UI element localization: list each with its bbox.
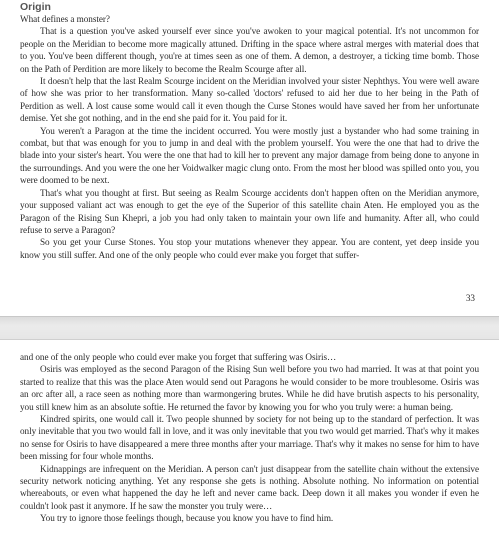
- bottom-page: [0, 340, 499, 551]
- paragraph: Osiris was employed as the second Paragon of the Rising Sun well before you two had married. It was at that point you started to realize that this was the place Aten would send out Paragons he would consider to be more troublesome. Osiris was an orc after all, a race seen as nothing more than warmongering brutes. While he did have brutish aspects to his personality, you still knew him as an absolute softie. He returned the favor by knowing you for who you truly were: a human being.: [20, 364, 479, 412]
- paragraph: and one of the only people who could ever make you forget that suffering was Osiris…: [20, 352, 337, 362]
- paragraph: So you get your Curse Stones. You stop your mutations whenever they appear. You are content, yet deep inside you know you still suffer. And one of the only people who could ever make you forget that suffer-: [20, 237, 479, 260]
- paragraph: That's what you thought at first. But seeing as Realm Scourge accidents don't happen often on the Meridian anymore, your supposed valiant act was enough to get the eye of the Superior of this satellite chain Aten. He employed you as the Paragon of the Rising Sun Khepri, a job you had only taken to maintain your own life and humanity. After all, who could refuse to serve a Paragon?: [20, 187, 479, 235]
- paragraph: That is a question you've asked yourself ever since you've awoken to your magical potential. It's not uncommon for people on the Meridian to become more magically attuned. Drifting in the space where astral merges with material does that to you. You've been different though, you're at times seen as one of them. A demon, a destroyer, a ticking time bomb. Those on the Path of Perdition are more likely to become the Realm Scourge after all.: [20, 26, 479, 74]
- paragraph: It doesn't help that the last Realm Scourge incident on the Meridian involved your sister Nephthys. You were well aware of how she was prior to her transformation. Many so-called 'doctors' refused to aid her due to her being in the Path of Perdition as well. A lost cause some would call it even though the Curse Stones would have saved her from her unfortunate demise. Yet she got nothing, and in the end she paid for it. You paid for it.: [20, 76, 479, 124]
- paragraph: What defines a monster?: [20, 14, 110, 24]
- paragraph: You try to ignore those feelings though, because you know you have to find him.: [40, 513, 334, 524]
- section-heading: Origin: [20, 1, 51, 13]
- paragraph: You weren't a Paragon at the time the incident occurred. You were mostly just a bystander who had some training in combat, but that was enough for you to jump in and deal with the problem yourself. You were the one that had to drive the blade into your sister's heart. You were the one that had to kill her to prevent any major damage from being done to anyone in the surroundings. And you were the one her Voidwalker magic clung onto. From the most her blood was spilled onto you, you were doomed to be next.: [20, 125, 479, 186]
- page-divider: [0, 316, 499, 340]
- page-number: 33: [465, 293, 475, 303]
- paragraph: Kindred spirits, one would call it. Two people shunned by society for not being up to the standard of perfection. It was only inevitable that you two would fall in love, and it was only inevitable that you two would get married. That's why it makes no sense for Osiris to have disappeared a mere three months after your marriage. That's why it makes no sense for him to have been missing for four whole months.: [20, 414, 479, 462]
- paragraph: Kidnappings are infrequent on the Meridian. A person can't just disappear from the satellite chain without the extensive security network noticing anything. Yet any response she gets is nothing. Absolute nothing. No information on potential whereabouts, or even what happened the day he left and never came back. Deep down it all makes you wonder if even he couldn't look past it anymore. If he saw the monster you truly were…: [20, 463, 479, 511]
